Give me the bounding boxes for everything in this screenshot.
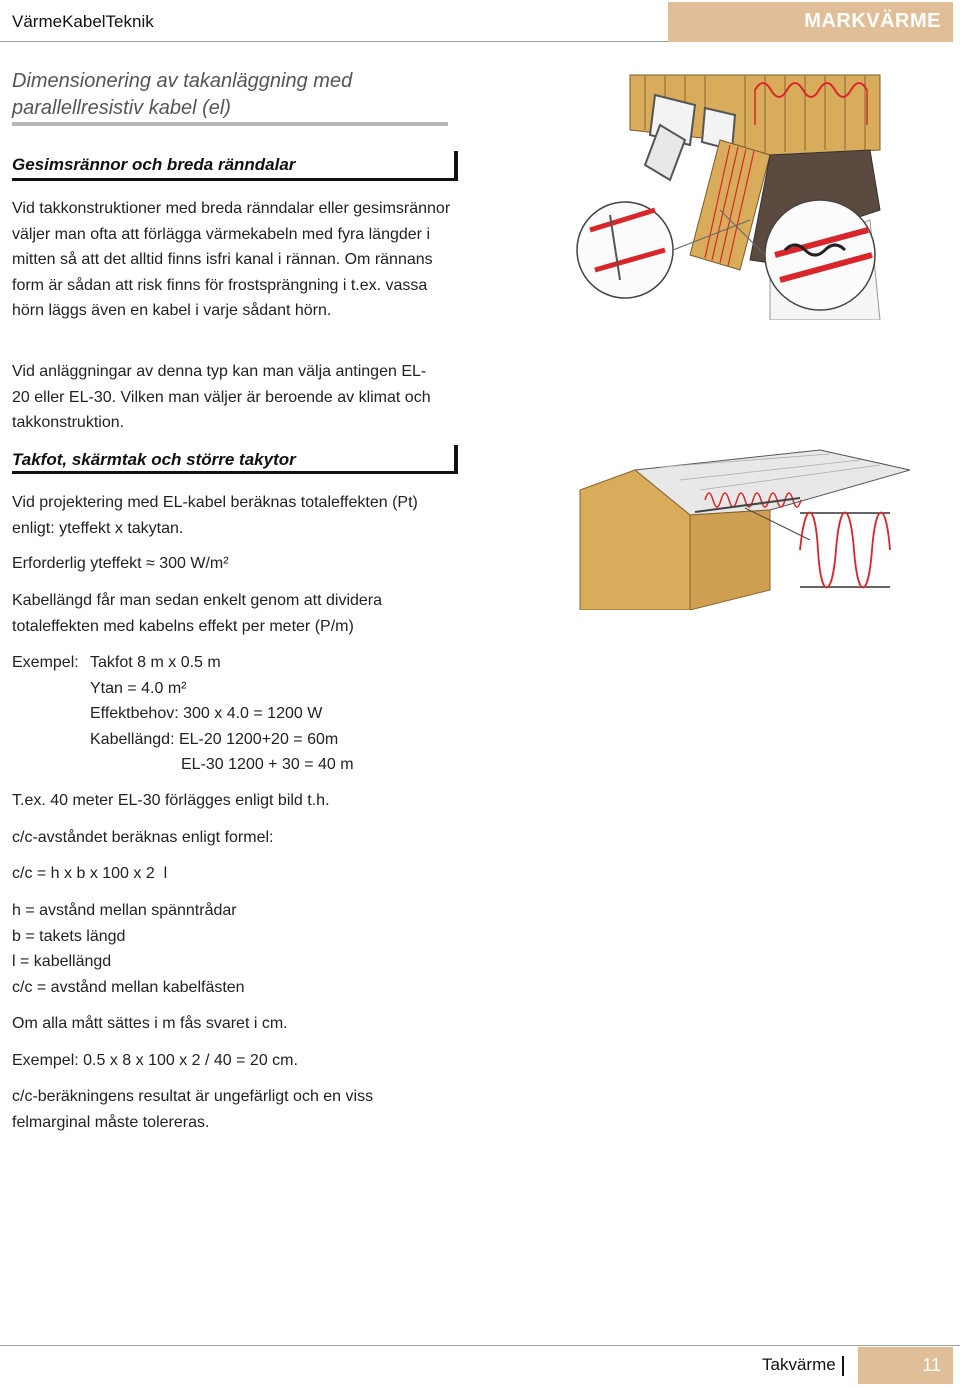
example-line4: Kabellängd: EL-20 1200+20 = 60m <box>90 730 339 748</box>
brand-name: VärmeKabelTeknik <box>12 12 154 31</box>
section2-para5: c/c-avståndet beräknas enligt formel: <box>12 829 274 846</box>
definition-item: h = avstånd mellan spänntrådar <box>12 902 237 919</box>
section1-heading-marker <box>454 151 458 181</box>
page-title-line2: parallellresistiv kabel (el) <box>12 97 231 119</box>
section2-para2: Erforderlig yteffekt ≈ 300 W/m² <box>12 555 229 572</box>
definitions-list <box>12 898 245 1000</box>
section2-para8: c/c-beräkningens resultat är ungefärligt och en viss felmarginal måste tolereras. <box>12 1088 374 1131</box>
footer-label: Takvärme <box>762 1355 836 1374</box>
header-rule <box>0 41 668 42</box>
section1-para2: Vid anläggningar av denna typ kan man välja antingen EL-20 eller EL-30. Vilken man väljer är beroende av klimat och takkonstruktion. <box>12 363 431 431</box>
title-rule <box>12 122 448 126</box>
page-title-line1: Dimensionering av takanläggning med <box>12 70 353 92</box>
section2-heading: Takfot, skärmtak och större takytor <box>12 450 296 469</box>
page-number: 11 <box>922 1355 941 1375</box>
section1-para1: Vid takkonstruktioner med breda ränndalar eller gesimsrännor väljer man ofta att förlägga värmekabeln med fyra längder i mitten så att det alltid finns isfri kanal i rännan. Om rännans form är sådan att risk finns för frostsprängning i t.ex. vassa hörn läggs även en kabel i varje sådant hörn. <box>12 200 451 319</box>
definition-item: c/c = avstånd mellan kabelfästen <box>12 978 245 996</box>
section1-heading: Gesimsrännor och breda ränndalar <box>12 155 296 174</box>
section2-para6: Om alla mått sättes i m fås svaret i cm. <box>12 1015 288 1032</box>
roof-valley-cable-illustration <box>570 70 890 320</box>
definition-item: l = kabellängd <box>12 953 112 970</box>
example-line3: Effektbehov: 300 x 4.0 = 1200 W <box>90 705 323 722</box>
page-title <box>12 68 452 122</box>
eave-cable-illustration <box>570 440 910 610</box>
section2-heading-marker <box>454 445 458 474</box>
section2-heading-rule <box>12 471 458 474</box>
section1-heading-rule <box>12 178 458 181</box>
footer-rule <box>0 1345 960 1346</box>
section2-para7: Exempel: 0.5 x 8 x 100 x 2 / 40 = 20 cm. <box>12 1052 298 1069</box>
page-number-tab <box>858 1347 953 1384</box>
footer-separator <box>842 1356 844 1376</box>
section-title: MARKVÄRME <box>804 10 941 32</box>
example-line5: EL-30 1200 + 30 = 40 m <box>181 756 354 773</box>
section2-para4: T.ex. 40 meter EL-30 förlägges enligt bild t.h. <box>12 792 330 809</box>
example-line1: Takfot 8 m x 0.5 m <box>90 654 221 671</box>
example-label: Exempel: <box>12 654 79 671</box>
example-block <box>12 650 354 778</box>
section2-para1: Vid projektering med EL-kabel beräknas totaleffekten (Pt) enligt: yteffekt x takytan. <box>12 494 418 537</box>
example-line2: Ytan = 4.0 m² <box>90 679 187 697</box>
section-tab <box>668 2 953 42</box>
section2-para3: Kabellängd får man sedan enkelt genom att dividera totaleffekten med kabelns effekt per meter (P/m) <box>12 592 383 635</box>
formula: c/c = h x b x 100 x 2 l <box>12 865 168 882</box>
definition-item: b = takets längd <box>12 927 126 945</box>
